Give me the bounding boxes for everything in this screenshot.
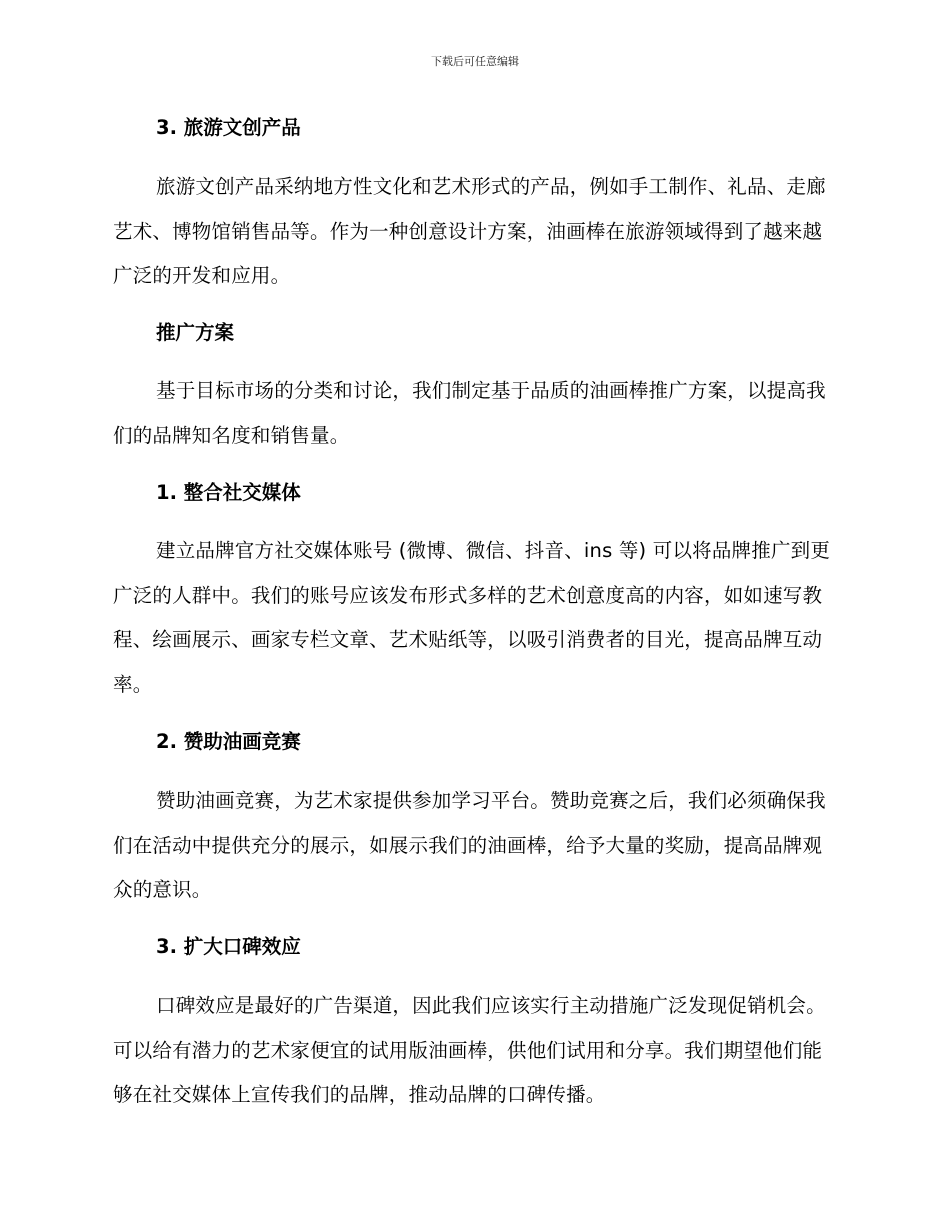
paragraph-painting-contest: 赞助油画竞赛，为艺术家提供参加学习平台。赞助竞赛之后，我们必须确保我们在活动中提供充分的展示，如展示我们的油画棒，给予大量的奖励，提高品牌观众的意识。 bbox=[113, 789, 826, 902]
section-heading-tourism-products: 3. 旅游文创产品 bbox=[156, 116, 301, 139]
section-heading-painting-contest: 2. 赞助油画竞赛 bbox=[156, 730, 301, 753]
paragraph-tourism-products: 旅游文创产品采纳地方性文化和艺术形式的产品，例如手工制作、礼品、走廊艺术、博物馆销售品等。作为一种创意设计方案，油画棒在旅游领域得到了越来越广泛的开发和应用。 bbox=[113, 175, 826, 288]
section-heading-promotion-plan: 推广方案 bbox=[156, 321, 235, 344]
page-header-note: 下载后可任意编辑 bbox=[431, 55, 519, 68]
paragraph-word-of-mouth: 口碑效应是最好的广告渠道，因此我们应该实行主动措施广泛发现促销机会。可以给有潜力的艺术家便宜的试用版油画棒，供他们试用和分享。我们期望他们能够在社交媒体上宣传我们的品牌，推动品牌的口碑传播。 bbox=[113, 994, 826, 1107]
paragraph-promotion-plan: 基于目标市场的分类和讨论，我们制定基于品质的油画棒推广方案，以提高我们的品牌知名度和销售量。 bbox=[113, 379, 826, 447]
section-heading-word-of-mouth: 3. 扩大口碑效应 bbox=[156, 935, 301, 958]
paragraph-social-media: 建立品牌官方社交媒体账号 (微博、微信、抖音、ins 等) 可以将品牌推广到更广泛的人群中。我们的账号应该发布形式多样的艺术创意度高的内容，如如速写教程、绘画展示、画家专栏文章、艺术贴纸等，以吸引消费者的目光，提高品牌互动率。 bbox=[113, 539, 831, 696]
section-heading-social-media: 1. 整合社交媒体 bbox=[156, 481, 301, 504]
